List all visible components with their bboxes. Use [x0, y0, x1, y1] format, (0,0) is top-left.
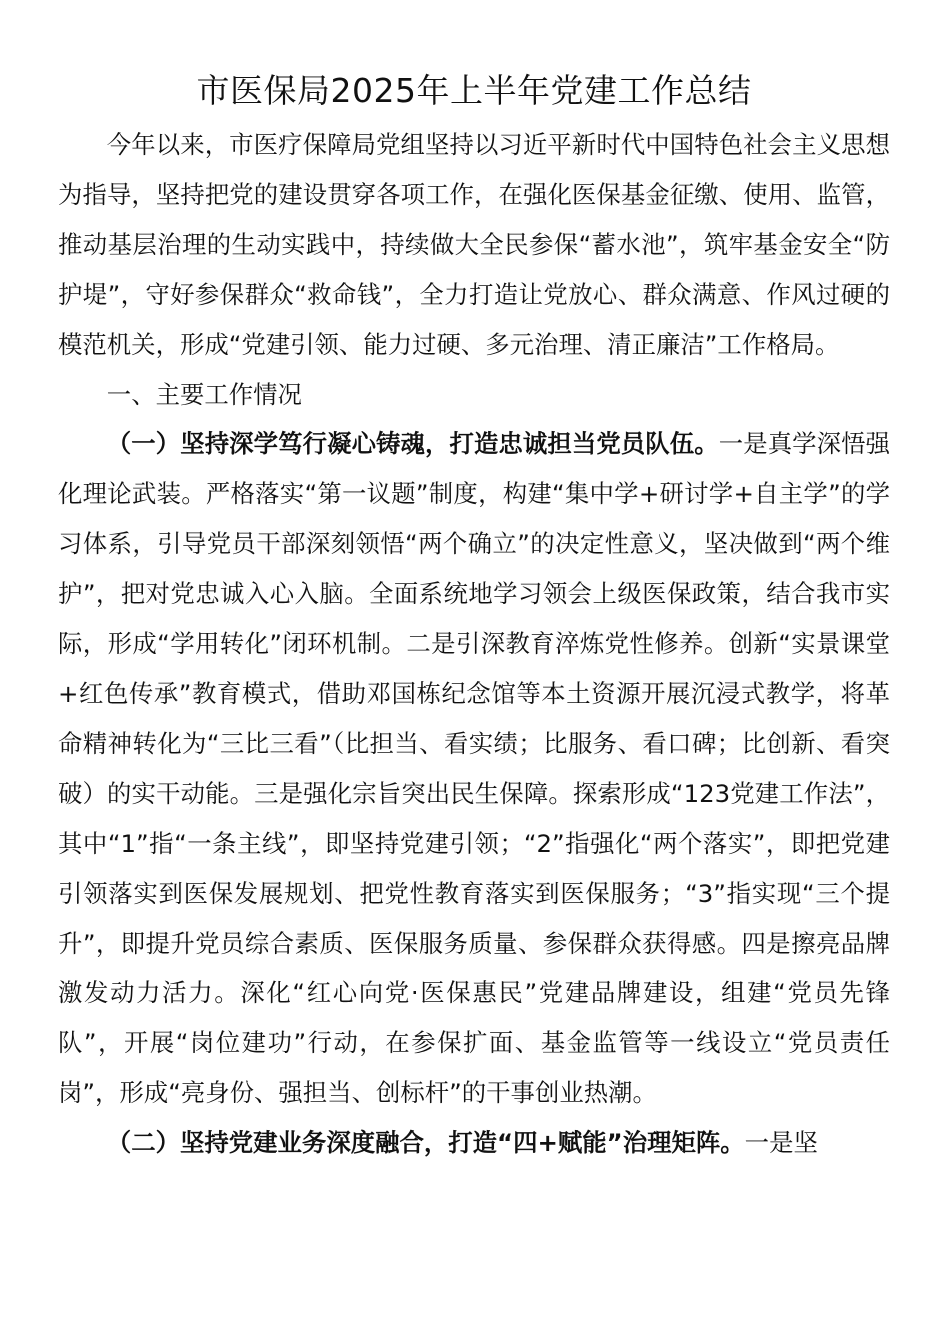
- subsection-2-body: 一是坚: [744, 1128, 818, 1158]
- document-title: 市医保局2025年上半年党建工作总结: [196, 71, 752, 110]
- intro-paragraph: 今年以来，市医疗保障局党组坚持以习近平新时代中国特色社会主义思想为指导，坚持把党的建设贯穿各项工作，在强化医保基金征缴、使用、监管，推动基层治理的生动实践中，持续做大全民参保“蓄水池”，筑牢基金安全“防护堤”，守好参保群众“救命钱”，全力打造让党放心、群众满意、作风过硬的模范机关，形成“党建引领、能力过硬、多元治理、清正廉洁”工作格局。: [58, 130, 890, 359]
- subsection-1-heading: （一）坚持深学笃行凝心铸魂，打造忠诚担当党员队伍。: [106, 429, 719, 459]
- subsection-2-paragraph: [58, 1118, 890, 1168]
- subsection-1-body: 一是真学深悟强化理论武装。严格落实“第一议题”制度，构建“集中学+研讨学+自主学”的学习体系，引导党员干部深刻领悟“两个确立”的决定性意义，坚决做到“两个维护”，把对党忠诚入心入脑。全面系统地学习领会上级医保政策，结合我市实际，形成“学用转化”闭环机制。二是引深教育淬炼党性修养。创新“实景课堂+红色传承”教育模式，借助邓国栋纪念馆等本土资源开展沉浸式教学，将革命精神转化为“三比三看”（比担当、看实绩；比服务、看口碑；比创新、看突破）的实干动能。三是强化宗旨突出民生保障。探索形成“123党建工作法”，其中“1”指“一条主线”，即坚持党建引领；“2”指强化“两个落实”，即把党建引领落实到医保发展规划、把党性教育落实到医保服务；“3”指实现“三个提升”，即提升党员综合素质、医保服务质量、参保群众获得感。四是擦亮品牌激发动力活力。深化“红心向党·医保惠民”党建品牌建设，组建“党员先锋队”，开展“岗位建功”行动，在参保扩面、基金监管等一线设立“党员责任岗”，形成“亮身份、强担当、创标杆”的干事创业热潮。: [58, 429, 890, 1108]
- document-page: [58, 62, 890, 1168]
- subsection-2-heading: （二）坚持党建业务深度融合，打造“四+赋能”治理矩阵。: [106, 1128, 745, 1158]
- subsection-1-paragraph: [58, 419, 890, 1118]
- section-heading-main-work: 一、主要工作情况: [106, 379, 302, 409]
